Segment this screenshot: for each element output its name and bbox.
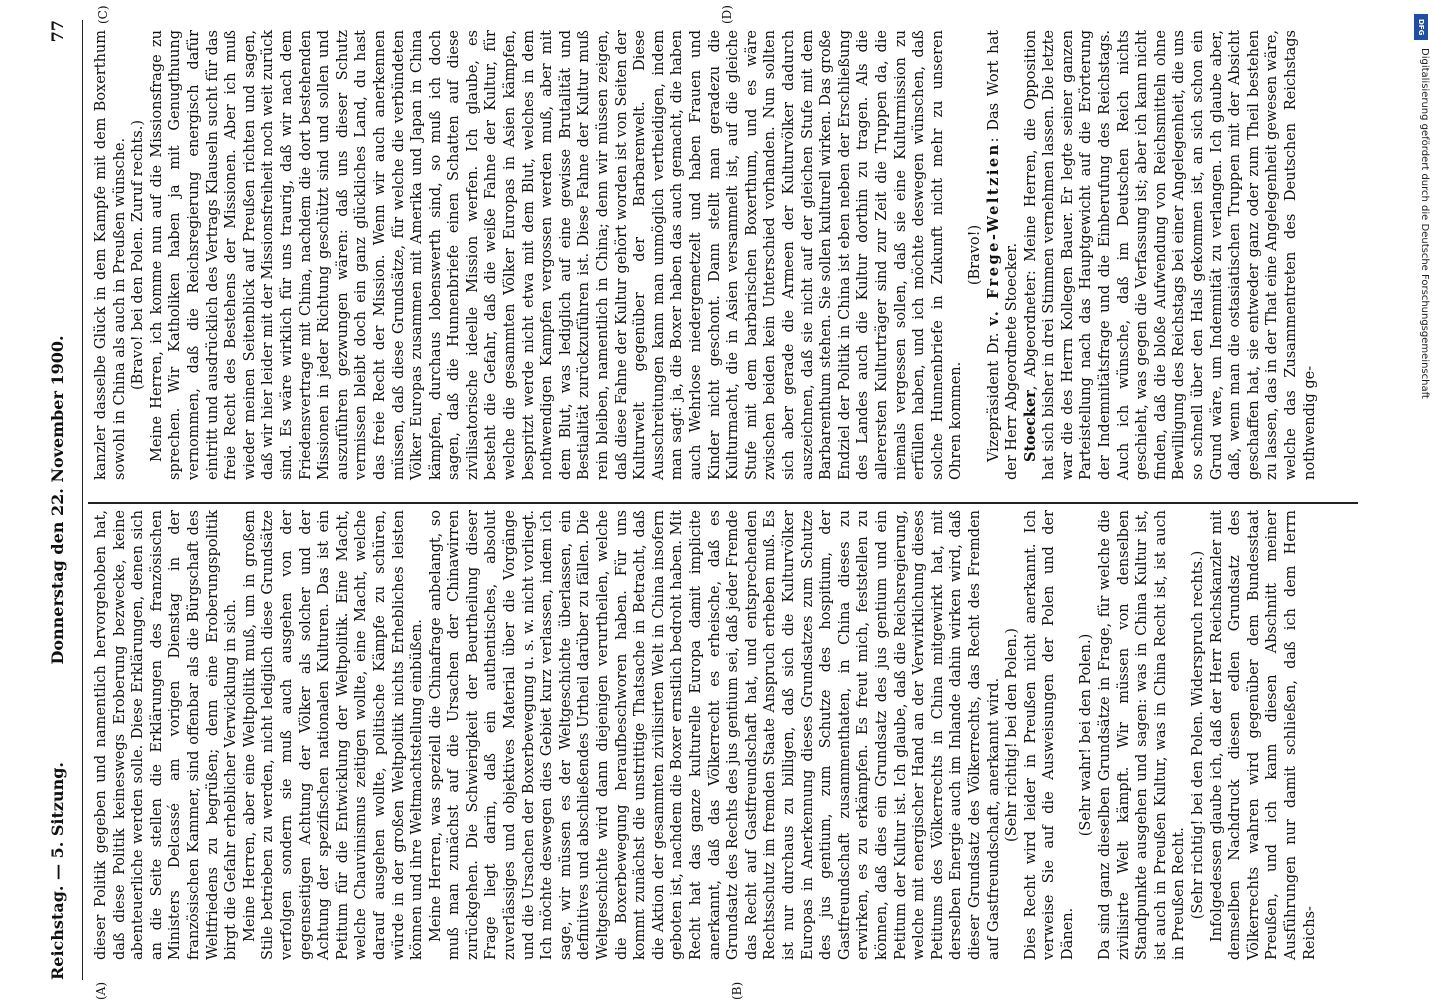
margin-marker-d: (D): [720, 5, 734, 24]
paragraph: Da sind ganz dieselben Grundsätze in Frage, für welche die zivilisirte Welt kämpft. Wir müssen von denselben Standpunkte ausgehen und sagen: was in China Kultur ist, ist auch in Preußen Kultur, was in China Recht ist, ist auch in Preußen Recht.: [1097, 510, 1188, 960]
margin-marker-c: (C): [96, 5, 110, 24]
paragraph: Meine Herren, ich komme nun auf die Missionsfrage zu sprechen. Wir Katholiken haben ja mit Genugthuung vernommen, daß die Reichsregierung energisch dafür eintritt und ausdrücklich des Vertrags Klauseln sucht für das freie Recht des Bestehens der Missionen. Aber ich muß wieder meinen Seitenblick auf Preußen richten und sagen, daß wir hier leider mit der Missionsfreiheit noch weit zurück sind. Es wäre wirklich für uns traurig, daß wir nach dem Friedensvertrage mit China, nachdem die dort bestehenden Missionen in jeder Richtung geschützt sind und sollen und auszuführen gezwungen wären: daß uns dieser Schutz vermissen bleibt doch ein ganz glückliches Land, du hast das freie Recht der Mission. Wenn wir auch anerkennen müssen, daß diese Grundsätze, für welche die verbündeten Völker Europas zusammen mit Amerika und Japan in China kämpfen, durchaus lobenswerth sind, so muß ich doch sagen, daß die Hunnenbriefe einen Schatten auf diese zivilisatorische ideelle Mission werfen. Ich glaube, es besteht die Gefahr, daß die weiße Fahne der Kultur, für welche die gesammten Völker Europas in Asien kämpfen, bespritzt werde nicht etwa mit dem Blut, welches in dem nothwendigen Kampfen vergossen werden muß, aber mit dem Blut, was lediglich auf eine gewisse Brutalität und Bestialität zurückzuführen ist. Diese Fahne der Kultur muß rein bleiben, namentlich in China; denn wir müssen zeigen, daß diese Fahne der Kultur gehört worden ist von Seiten der Kulturwelt gegenüber der Barbarenwelt. Diese Ausschreitungen kann man unmöglich vertheidigen, indem man sagt: ja, die Boxer haben das auch gemacht, die haben auch Wehrlose niedergemetzelt und haben Frauen und Kinder nicht geschont. Dann stellt man geradezu die Kulturmacht, die in Asien versammelt ist, auf die gleiche Stufe mit dem barbarischen Boxerthum, und es wäre zwischen beiden kein Unterschied vorhanden. Nun sollten sich aber gerade die Armeen der Kulturvölker dadurch auszeichnen, daß sie nicht auf der gleichen Stufe mit dem Barbarenthum stehen. Sie sollen kulturell wirken. Das große Endziel der Politik in China ist eben neben der Erschließung des Landes auch die Kultur dorthin zu tragen. Als die allerersten Kulturträger sind zur Zeit die Truppen da, die niemals vergessen sollen, daß sie eine Kulturmission zu erfüllen haben, und ich möchte deswegen wünschen, daß solche Hunnenbriefe in Zukunft nicht mehr zu unseren Ohren kommen.: [148, 30, 965, 480]
right-column: [92, 30, 1319, 480]
speaker-paragraph: [1022, 30, 1320, 480]
paragraph: Meine Herren, aber eine Weltpolitik muß, um in großem Stile betrieben zu werden, nicht lediglich diese Grundsätze verfolgen sondern sie muß auch ausgehen von der gegenseitigen Achtung der Völker als solcher und der Achtung der spezifischen nationalen Kulturen. Das ist ein Petitum für die Entwicklung der Weltpolitik. Eine Macht, welche Chauvinismus zeitigen wollte, eine Macht, welche darauf ausgehen wollte, politische Kämpfe zu schüren, würde in der großen Weltpolitik nichts Erhebliches leisten können und ihre Weltmachtstellung einbüßen.: [241, 510, 426, 960]
speaker-paragraph: [985, 30, 1022, 480]
speech-text: , Abgeordneter: Meine Herren, die Opposition hat sich bisher in drei Stimmen vernehmen lassen. Die letzte war die des Herrn Kollegen Bauer. Er legte seiner ganzen Parteistellung nach das Hauptgewicht auf die Erörterung der Indemnitätsfrage und die Einberufung des Reichstags. Auch ich wünsche, daß im Deutschen Reich nichts geschieht, was gegen die Verfassung ist; aber ich kann nicht finden, daß die bloße Aufwendung von Reichsmitteln ohne Bewilligung des Reichstags bei einer Angelegenheit, die uns so schnell über den Hals gekommen ist, an sich schon ein Grund wäre, um Indemnität zu verlangen. Ich glaube aber, daß, wenn man die ostasiatischen Truppen mit der Absicht geschaffen hat, sie entweder ganz oder zum Theil bestehen zu lassen, das in der That eine Angelegenheit gewesen wäre, welche das Zusammentreten des Deutschen Reichstags nothwendig ge-: [1022, 30, 1318, 480]
header-rule: [82, 20, 83, 980]
speaker-text: : Das Wort hat der Herr Abgeordnete Stoecker.: [985, 30, 1021, 480]
paragraph: Meine Herren, was speziell die Chinafrage anbelangt, so muß man zunächst auf die Ursachen der Chinawirren zurückgehen. Die Schwierigkeit der Beurtheilung dieser Frage liegt darin, daß ein authentisches, absolut zuverlässiges und objektives Material über die Vorgänge und die Ursachen der Boxerbewegung u. s. w. nicht vorliegt. Ich möchte deswegen dies Gebiet kurz verlassen, indem ich sage, wir müssen es der Weltgeschichte überlassen, ein definitives und abschließendes Urtheil darüber zu fällen. Die Weltgeschichte wird dann diejenigen verurtheilen, welche die Boxerbewegung heraufbeschworen haben. Für uns kommt zunächst die unstrittige Thatsache in Betracht, daß die Aktion der gesammten zivilisirten Welt in China insofern geboten ist, nachdem die Boxer ernstlich bedroht haben. Mit Recht hat das ganze kulturelle Europa damit implicite anerkannt, daß das Völkerrecht es erheische, daß es Grundsatz des Rechts des jus gentium sei, daß jeder Fremde das Recht auf Gastfreundschaft hat, und entsprechenden Rechtsschutz im fremden Staate Anspruch erheben muß. Es ist nur durchaus zu billigen, daß sich die Kulturvölker Europas in Anerkennung dieses Grundsatzes zum Schutze des jus gentium, zum Schutze des hospitium, der Gastfreundschaft zusammenthaten, in China dieses zu erwirken, es zu erkämpfen. Es freut mich, feststellen zu können, daß dies ein Grundsatz des jus gentium und ein Petitum der Kultur ist. Ich glaube, daß die Reichsregierung, welche mit energischer Hand an der Verwirklichung dieses Petitums des Völkerrechts in China mitgewirkt hat, mit derselben Energie auch im Inlande dahin wirken wird, daß dieser Grundsatz des Völkerrechts, das Recht des Fremden auf Gastfreundschaft, anerkannt wird.: [427, 510, 1002, 960]
speaker-name: Stoecker: [1021, 390, 1039, 462]
speaker-intro: Vizepräsident Dr.: [985, 325, 1002, 462]
left-column: [92, 510, 1319, 960]
paragraph: dieser Politik gegeben und namentlich hervorgehoben hat, daß diese Politik keineswegs Eroberung bezwecke, keine abenteuerliche werden solle. Diese Erklärungen, denen sich an die Seite stellen die Erklärungen des französischen Ministers Delcassé am vorigen Dienstag in der französischen Kammer, sind offenbar als die Bürgschaft des Weltfriedens zu begrüßen; denn eine Eroberungspolitik birgt die Gefahr erheblicher Verwicklung in sich.: [93, 510, 240, 960]
header-date: Donnerstag den 22. November 1900.: [48, 335, 67, 665]
margin-marker-a: (A): [94, 981, 108, 1000]
header-left: Reichstag. — 5. Sitzung.: [48, 762, 67, 980]
interjection: (Sehr richtig! bei den Polen. Widerspruch rechts.): [1190, 550, 1207, 920]
page-header: [48, 20, 78, 980]
column-divider: [88, 502, 1358, 504]
paragraph: Infolgedessen glaube ich, daß der Herr Reichskanzler mit demselben Nachdruck diesen edlen Grundsatz des Völkerrechts wahren wird gegenüber dem Bundesstaat Preußen, und ich kann diesen Abschnitt meiner Ausführungen nur damit schließen, daß ich dem Herrn Reichs-: [1208, 510, 1318, 960]
paragraph: kanzler dasselbe Glück in dem Kampfe mit dem Boxerthum sowohl in China als auch in Preußen wünsche.: [93, 30, 128, 480]
digitization-note: Digitalisierung gefördert durch die Deutsche Forschungsgemeinschaft: [1419, 48, 1430, 399]
paragraph: Dies Recht wird leider in Preußen nicht anerkannt. Ich verweise Sie auf die Ausweisungen der Polen und der Dänen.: [1022, 510, 1076, 960]
interjection: (Sehr wahr! bei den Polen.): [1078, 633, 1095, 837]
dfg-sidebar: [1412, 8, 1430, 998]
interjection: (Bravo! bei den Polen. Zuruf rechts.): [130, 120, 147, 391]
speaker-name: v. Frege-Weltzien: [984, 142, 1002, 326]
page-number: 77: [48, 20, 67, 43]
interjection: (Bravo!): [966, 224, 983, 286]
dfg-logo: DFG: [1414, 14, 1428, 40]
margin-marker-b: (B): [730, 981, 744, 1000]
interjection: (Sehr richtig! bei den Polen.): [1004, 628, 1021, 842]
